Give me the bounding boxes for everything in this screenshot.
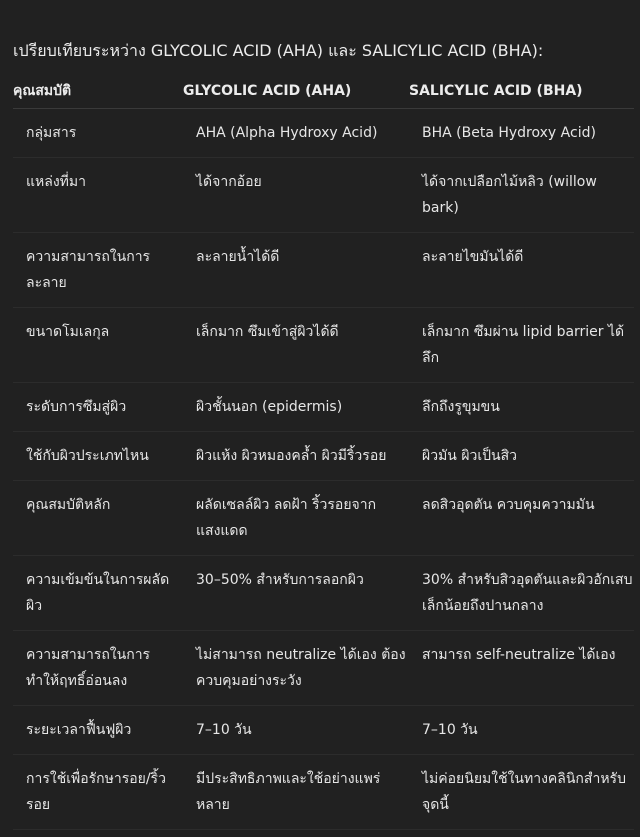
salicylic-cell: เล็กมาก ซึมผ่าน lipid barrier ได้ลึก (409, 308, 634, 383)
glycolic-cell: 7–10 วัน (183, 706, 409, 755)
property-cell: กลุ่มสาร (13, 109, 183, 158)
salicylic-cell: ลดสิวอุดตัน ควบคุมความมัน (409, 481, 634, 556)
table-row (13, 556, 634, 631)
salicylic-cell: ละลายไขมันได้ดี (409, 233, 634, 308)
table-row (13, 109, 634, 158)
table-row (13, 755, 634, 830)
property-cell: คุณสมบัติหลัก (13, 481, 183, 556)
salicylic-cell: 7–10 วัน (409, 706, 634, 755)
comparison-table (13, 78, 634, 830)
table-row (13, 432, 634, 481)
salicylic-cell: ไม่ค่อยนิยมใช้ในทางคลินิกสำหรับจุดนี้ (409, 755, 634, 830)
table-row (13, 158, 634, 233)
glycolic-cell: ผิวแห้ง ผิวหมองคล้ำ ผิวมีริ้วรอย (183, 432, 409, 481)
property-cell: ความสามารถในการละลาย (13, 233, 183, 308)
salicylic-cell: 30% สำหรับสิวอุดตันและผิวอักเสบเล็กน้อยถึงปานกลาง (409, 556, 634, 631)
glycolic-cell: มีประสิทธิภาพและใช้อย่างแพร่หลาย (183, 755, 409, 830)
glycolic-cell: ผิวชั้นนอก (epidermis) (183, 383, 409, 432)
glycolic-cell: 30–50% สำหรับการลอกผิว (183, 556, 409, 631)
glycolic-cell: เล็กมาก ซึมเข้าสู่ผิวได้ดี (183, 308, 409, 383)
salicylic-cell: ได้จากเปลือกไม้หลิว (willow bark) (409, 158, 634, 233)
table-row (13, 233, 634, 308)
header-glycolic: GLYCOLIC ACID (AHA) (183, 78, 409, 109)
glycolic-cell: ได้จากอ้อย (183, 158, 409, 233)
glycolic-cell: ละลายน้ำได้ดี (183, 233, 409, 308)
glycolic-cell: AHA (Alpha Hydroxy Acid) (183, 109, 409, 158)
property-cell: ความสามารถในการทำให้ฤทธิ์อ่อนลง (13, 631, 183, 706)
message-heading: เปรียบเทียบระหว่าง GLYCOLIC ACID (AHA) และ SALICYLIC ACID (BHA): (13, 41, 544, 60)
table-row (13, 383, 634, 432)
property-cell: ความเข้มข้นในการผลัดผิว (13, 556, 183, 631)
property-cell: ใช้กับผิวประเภทไหน (13, 432, 183, 481)
property-cell: การใช้เพื่อรักษารอย/ริ้วรอย (13, 755, 183, 830)
property-cell: ขนาดโมเลกุล (13, 308, 183, 383)
table-row (13, 308, 634, 383)
header-property: คุณสมบัติ (13, 78, 183, 109)
glycolic-cell: ไม่สามารถ neutralize ได้เอง ต้องควบคุมอย่างระวัง (183, 631, 409, 706)
table-row (13, 481, 634, 556)
salicylic-cell: สามารถ self-neutralize ได้เอง (409, 631, 634, 706)
salicylic-cell: ลึกถึงรูขุมขน (409, 383, 634, 432)
property-cell: ระดับการซึมสู่ผิว (13, 383, 183, 432)
property-cell: ระยะเวลาฟื้นฟูผิว (13, 706, 183, 755)
salicylic-cell: BHA (Beta Hydroxy Acid) (409, 109, 634, 158)
glycolic-cell: ผลัดเซลล์ผิว ลดฝ้า ริ้วรอยจากแสงแดด (183, 481, 409, 556)
table-row (13, 631, 634, 706)
table-header-row (13, 78, 634, 109)
property-cell: แหล่งที่มา (13, 158, 183, 233)
table-row (13, 706, 634, 755)
salicylic-cell: ผิวมัน ผิวเป็นสิว (409, 432, 634, 481)
header-salicylic: SALICYLIC ACID (BHA) (409, 78, 634, 109)
